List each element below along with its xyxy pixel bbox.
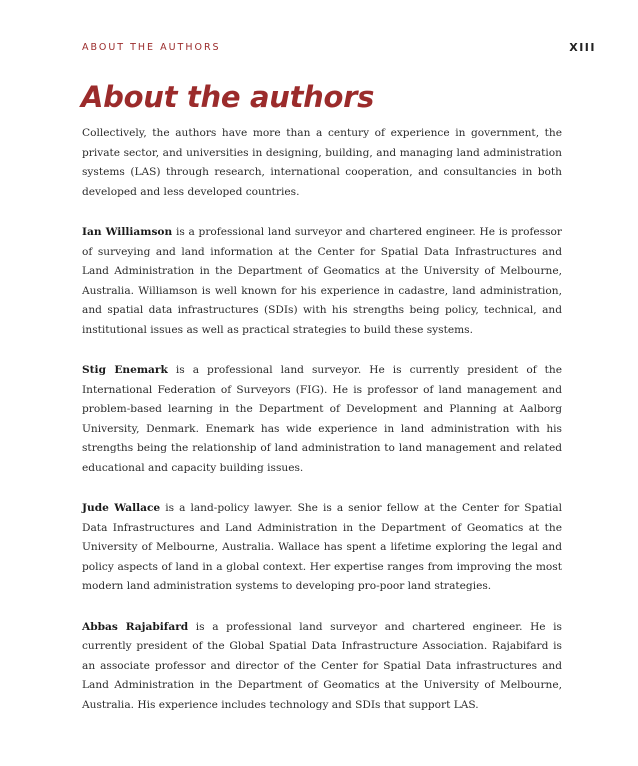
author-bio: is a land-policy lawyer. She is a senior fellow at the Center for Spatial Data Infrastructures and Land Administration in the Department of Geomatics at the University of Melbourne, Australia. Wallace has spent a lifetime exploring the legal and policy aspects of land in a global context. Her expertise ranges from improving the most modern land administration systems to developing pro-poor land strategies. bbox=[82, 502, 562, 592]
author-name: Ian Williamson bbox=[82, 226, 173, 238]
intro-paragraph: Collectively, the authors have more than a century of experience in government, the private sector, and universities in designing, building, and managing land administration systems (LAS) through research, international cooperation, and consultancies in both developed and less developed countries. bbox=[82, 127, 562, 198]
body-text bbox=[82, 124, 562, 736]
author-name: Abbas Rajabifard bbox=[82, 620, 189, 633]
author-name: Jude Wallace bbox=[82, 502, 161, 514]
author-name: Stig Enemark bbox=[82, 364, 168, 376]
author-paragraph-wallace bbox=[82, 499, 562, 597]
author-bio: is a professional land surveyor and chartered engineer. He is currently president of the Global Spatial Data Infrastructure Association. Rajabifard is an associate professor and director of the Center for Spatial Data infrastructures and Land Administration in the Department of Geomatics at the University of Melbourne, Australia. His experience includes technology and SDIs that support LAS. bbox=[82, 620, 562, 711]
page-title: About the authors bbox=[81, 80, 375, 114]
author-paragraph-rajabifard bbox=[82, 618, 562, 716]
author-bio: is a professional land surveyor and chartered engineer. He is professor of surveying and land information at the Center for Spatial Data Infrastructures and Land Administration in the Department of Geomatics at the University of Melbourne, Australia. Williamson is well known for his experience in cadastre, land administration, and spatial data infrastructures (SDIs) with his strengths being policy, technical, and institutional issues as well as practical strategies to build these systems. bbox=[82, 226, 562, 336]
page-number: XIII bbox=[569, 41, 596, 54]
running-head: ABOUT THE AUTHORS bbox=[82, 42, 221, 53]
author-paragraph-enemark bbox=[82, 361, 562, 478]
author-bio: is a professional land surveyor. He is currently president of the International Federation of Surveyors (FIG). He is professor of land management and problem-based learning in the Department of Development and Planning at Aalborg University, Denmark. Enemark has wide experience in land administration with his strengths being the relationship of land administration to land management and related educational and capacity building issues. bbox=[82, 364, 562, 474]
author-paragraph-williamson bbox=[82, 223, 562, 340]
